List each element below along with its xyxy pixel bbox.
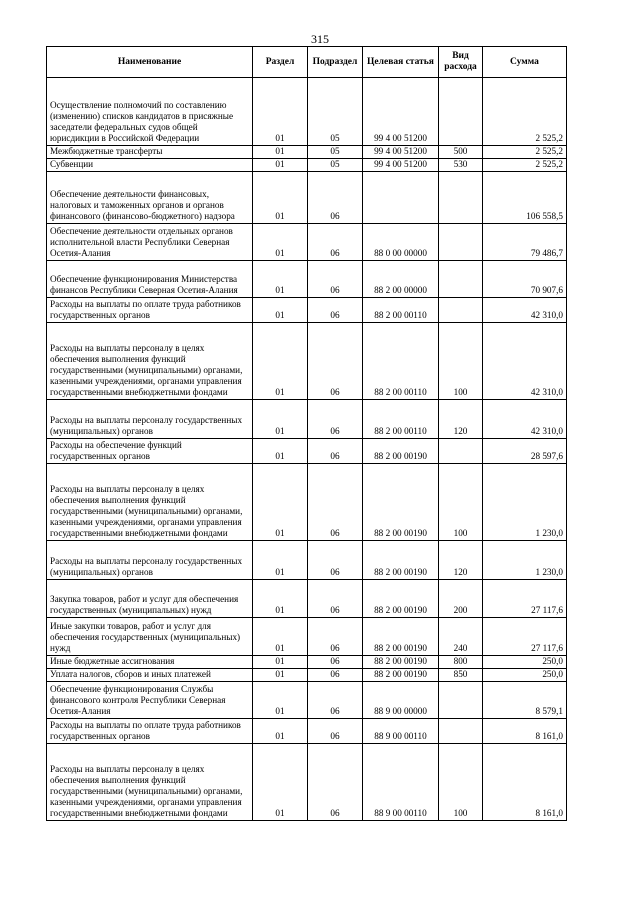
cell-sum: 2 525,2 [483,78,567,146]
cell-section: 01 [253,172,308,224]
cell-expense-type: 240 [439,618,483,656]
cell-section: 01 [253,744,308,821]
table-row [47,159,567,172]
cell-target: 88 2 00 00190 [363,439,439,464]
cell-subsection: 05 [308,146,363,159]
cell-section: 01 [253,261,308,298]
header-subsection: Подраздел [308,47,363,78]
cell-name: Расходы на выплаты персоналу в целях обеспечения выполнения функций государственными (муниципальными) органами, казенными учреждениями, органами управления государственными внебюджетными фондами [47,323,253,400]
cell-expense-type [439,298,483,323]
cell-target: 88 9 00 00110 [363,744,439,821]
cell-subsection: 06 [308,682,363,719]
cell-expense-type [439,439,483,464]
cell-name: Уплата налогов, сборов и иных платежей [47,669,253,682]
cell-sum: 70 907,6 [483,261,567,298]
cell-sum: 250,0 [483,669,567,682]
cell-sum: 42 310,0 [483,323,567,400]
cell-sum: 8 579,1 [483,682,567,719]
cell-name: Осуществление полномочий по составлению (изменению) списков кандидатов в присяжные заседатели федеральных судов общей юрисдикции в Российской Федерации [47,78,253,146]
cell-target: 88 2 00 00110 [363,298,439,323]
cell-target: 88 2 00 00190 [363,618,439,656]
cell-expense-type: 120 [439,400,483,439]
cell-name: Обеспечение функционирования Министерства финансов Республики Северная Осетия-Алания [47,261,253,298]
page-number: 315 [311,32,329,46]
cell-sum: 1 230,0 [483,464,567,541]
cell-expense-type [439,172,483,224]
table-row [47,580,567,618]
cell-subsection: 06 [308,541,363,580]
table-row [47,656,567,669]
cell-expense-type [439,224,483,261]
cell-target: 88 9 00 00000 [363,682,439,719]
cell-name: Расходы на обеспечение функций государственных органов [47,439,253,464]
table-row [47,298,567,323]
cell-section: 01 [253,78,308,146]
cell-sum: 27 117,6 [483,618,567,656]
table-row [47,146,567,159]
cell-expense-type: 100 [439,744,483,821]
cell-subsection: 06 [308,618,363,656]
cell-target: 99 4 00 51200 [363,146,439,159]
cell-name: Обеспечение деятельности отдельных органов исполнительной власти Республики Северная Осетия-Алания [47,224,253,261]
cell-expense-type [439,261,483,298]
header-sum: Сумма [483,47,567,78]
cell-name: Межбюджетные трансферты [47,146,253,159]
table-row [47,261,567,298]
cell-section: 01 [253,580,308,618]
cell-target: 88 2 00 00190 [363,656,439,669]
cell-section: 01 [253,439,308,464]
cell-name: Обеспечение функционирования Службы финансового контроля Республики Северная Осетия-Алания [47,682,253,719]
table-row [47,439,567,464]
table-row [47,172,567,224]
cell-subsection: 06 [308,580,363,618]
cell-sum: 250,0 [483,656,567,669]
cell-expense-type: 800 [439,656,483,669]
cell-subsection: 06 [308,719,363,744]
table-row [47,78,567,146]
cell-expense-type: 850 [439,669,483,682]
cell-section: 01 [253,682,308,719]
cell-name: Расходы на выплаты по оплате труда работников государственных органов [47,719,253,744]
table-row [47,464,567,541]
cell-target: 88 2 00 00190 [363,541,439,580]
cell-expense-type: 530 [439,159,483,172]
cell-target: 88 9 00 00110 [363,719,439,744]
cell-section: 01 [253,224,308,261]
cell-section: 01 [253,146,308,159]
table-row [47,323,567,400]
cell-expense-type: 500 [439,146,483,159]
table-row [47,669,567,682]
cell-target: 88 2 00 00190 [363,464,439,541]
cell-sum: 2 525,2 [483,159,567,172]
cell-sum: 42 310,0 [483,298,567,323]
cell-sum: 2 525,2 [483,146,567,159]
cell-name: Иные закупки товаров, работ и услуг для обеспечения государственных (муниципальных) нужд [47,618,253,656]
cell-section: 01 [253,618,308,656]
cell-name: Субвенции [47,159,253,172]
cell-subsection: 06 [308,224,363,261]
cell-section: 01 [253,400,308,439]
cell-expense-type: 100 [439,323,483,400]
table-body [47,78,567,821]
table-row [47,400,567,439]
cell-sum: 79 486,7 [483,224,567,261]
cell-sum: 1 230,0 [483,541,567,580]
cell-subsection: 06 [308,656,363,669]
cell-subsection: 06 [308,298,363,323]
table-row [47,744,567,821]
cell-name: Закупка товаров, работ и услуг для обеспечения государственных (муниципальных) нужд [47,580,253,618]
header-row [47,47,567,78]
cell-subsection: 06 [308,261,363,298]
cell-sum: 8 161,0 [483,719,567,744]
cell-sum: 27 117,6 [483,580,567,618]
cell-name: Расходы на выплаты персоналу государственных (муниципальных) органов [47,400,253,439]
cell-sum: 42 310,0 [483,400,567,439]
cell-target: 88 2 00 00190 [363,580,439,618]
cell-section: 01 [253,541,308,580]
cell-expense-type: 120 [439,541,483,580]
cell-target: 88 2 00 00110 [363,400,439,439]
cell-expense-type: 200 [439,580,483,618]
cell-section: 01 [253,656,308,669]
cell-subsection: 06 [308,669,363,682]
cell-name: Иные бюджетные ассигнования [47,656,253,669]
cell-target [363,172,439,224]
cell-name: Расходы на выплаты персоналу в целях обеспечения выполнения функций государственными (муниципальными) органами, казенными учреждениями, органами управления государственными внебюджетными фондами [47,464,253,541]
cell-section: 01 [253,323,308,400]
budget-table [46,46,567,821]
cell-sum: 106 558,5 [483,172,567,224]
cell-expense-type [439,719,483,744]
header-target: Целевая статья [363,47,439,78]
cell-name: Расходы на выплаты персоналу в целях обеспечения выполнения функций государственными (муниципальными) органами, казенными учреждениями, органами управления государственными внебюджетными фондами [47,744,253,821]
header-section: Раздел [253,47,308,78]
cell-name: Расходы на выплаты по оплате труда работников государственных органов [47,298,253,323]
cell-target: 88 2 00 00110 [363,323,439,400]
cell-subsection: 06 [308,323,363,400]
cell-expense-type [439,682,483,719]
header-expense-type: Вид расхода [439,47,483,78]
cell-section: 01 [253,669,308,682]
cell-subsection: 06 [308,464,363,541]
cell-expense-type [439,78,483,146]
cell-target: 99 4 00 51200 [363,159,439,172]
header-name: Наименование [47,47,253,78]
cell-subsection: 06 [308,172,363,224]
table-row [47,541,567,580]
cell-subsection: 06 [308,744,363,821]
table-row [47,682,567,719]
cell-subsection: 06 [308,400,363,439]
cell-section: 01 [253,298,308,323]
cell-target: 99 4 00 51200 [363,78,439,146]
cell-target: 88 2 00 00190 [363,669,439,682]
cell-section: 01 [253,159,308,172]
cell-section: 01 [253,719,308,744]
cell-target: 88 2 00 00000 [363,261,439,298]
cell-subsection: 06 [308,439,363,464]
cell-sum: 8 161,0 [483,744,567,821]
cell-subsection: 05 [308,78,363,146]
table-row [47,719,567,744]
cell-name: Обеспечение деятельности финансовых, налоговых и таможенных органов и органов финансового (финансово-бюджетного) надзора [47,172,253,224]
cell-sum: 28 597,6 [483,439,567,464]
cell-section: 01 [253,464,308,541]
table-row [47,224,567,261]
cell-name: Расходы на выплаты персоналу государственных (муниципальных) органов [47,541,253,580]
cell-target: 88 0 00 00000 [363,224,439,261]
table-row [47,618,567,656]
cell-subsection: 05 [308,159,363,172]
cell-expense-type: 100 [439,464,483,541]
